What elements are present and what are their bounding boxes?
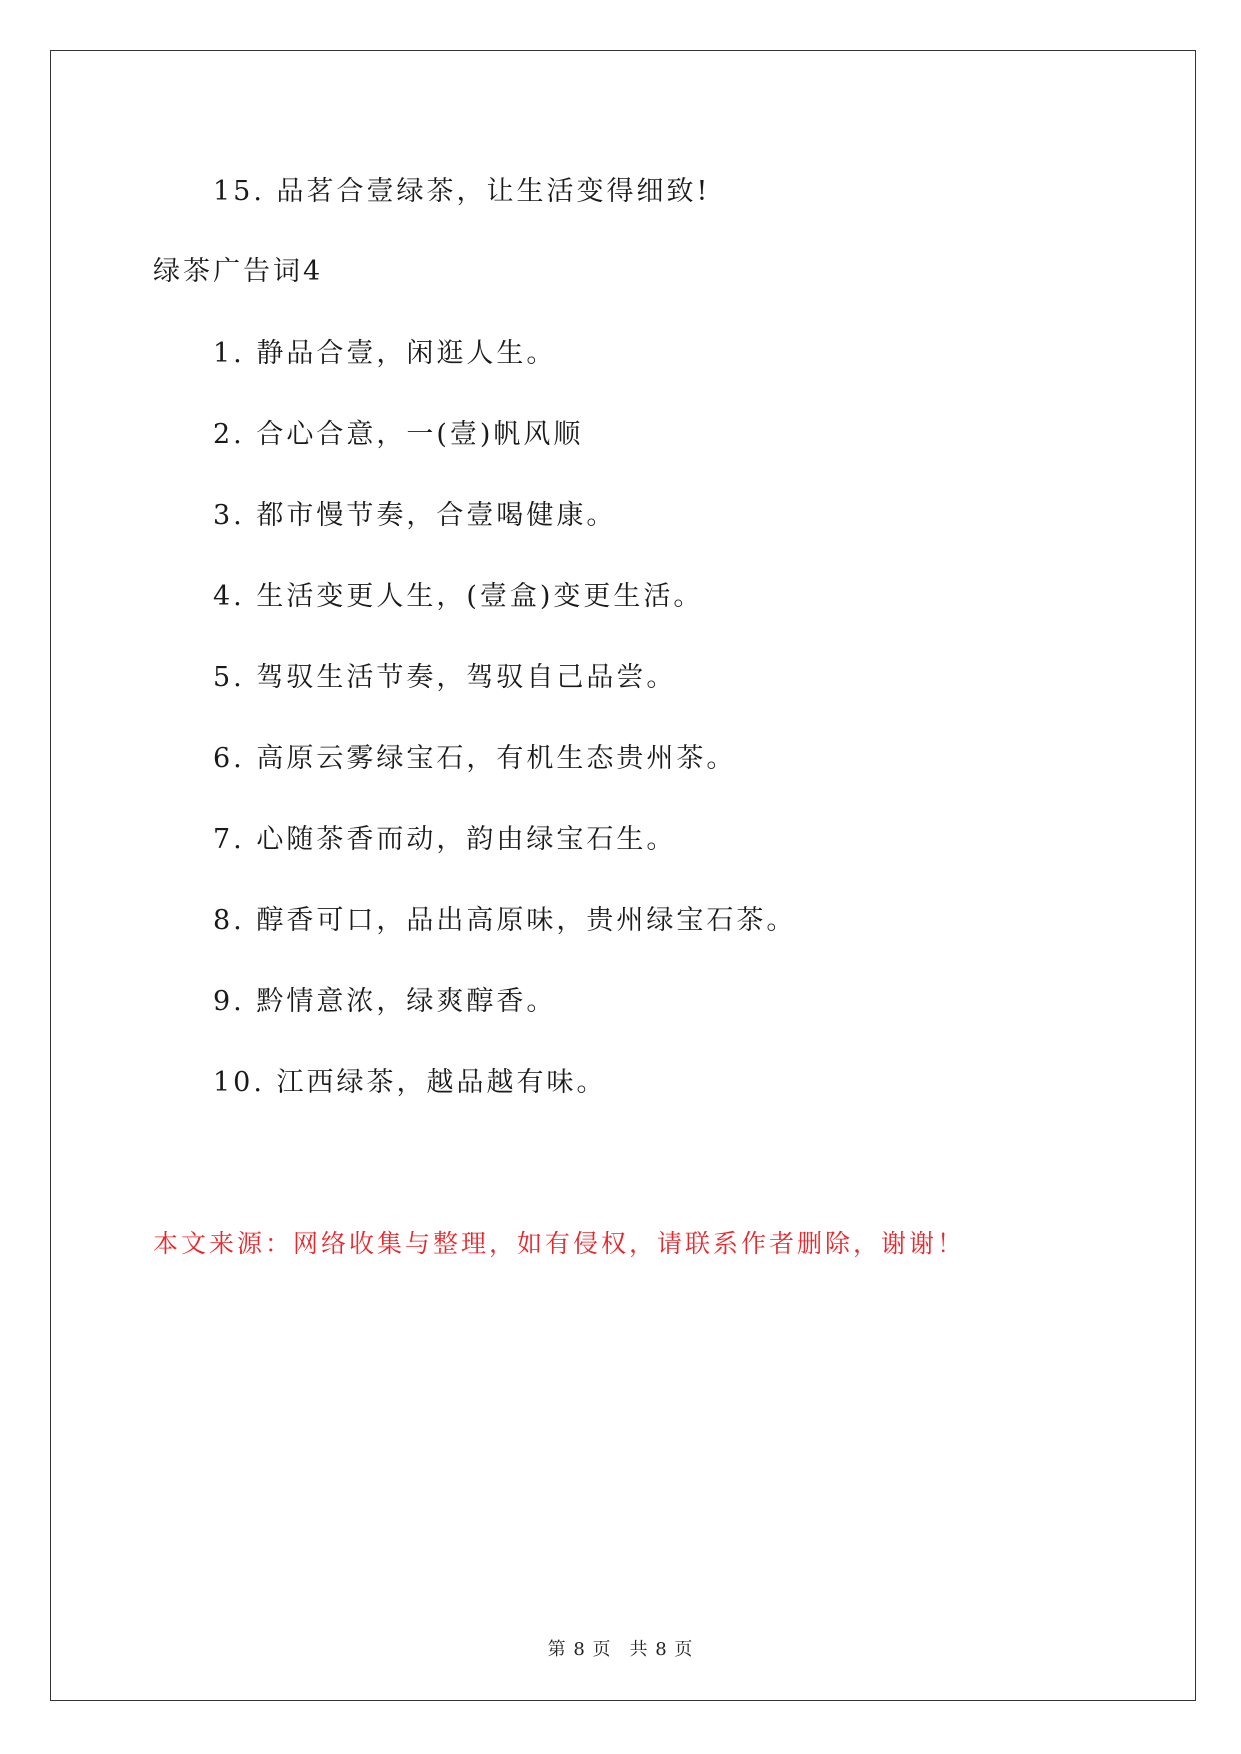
page-footer <box>0 1635 1241 1661</box>
list-item: 6. 高原云雾绿宝石，有机生态贵州茶。 <box>213 743 737 774</box>
list-item: 10. 江西绿茶，越品越有味。 <box>213 1067 607 1098</box>
section-heading: 绿茶广告词4 <box>153 256 324 287</box>
list-item: 1. 静品合壹，闲逛人生。 <box>213 338 557 369</box>
list-item: 9. 黔情意浓，绿爽醇香。 <box>213 986 557 1017</box>
list-item: 4. 生活变更人生，(壹盒)变更生活。 <box>213 581 704 612</box>
list-item: 2. 合心合意，一(壹)帆风顺 <box>213 419 584 450</box>
list-item: 3. 都市慢节奏，合壹喝健康。 <box>213 500 617 531</box>
current-page-label: 第 8 页 <box>547 1639 612 1660</box>
list-item-15: 15. 品茗合壹绿茶，让生活变得细致! <box>213 176 711 207</box>
list-item: 8. 醇香可口，品出高原味，贵州绿宝石茶。 <box>213 905 797 936</box>
list-item: 7. 心随茶香而动，韵由绿宝石生。 <box>213 824 677 855</box>
total-pages-label: 共 8 页 <box>629 1639 694 1660</box>
list-item: 5. 驾驭生活节奏，驾驭自己品尝。 <box>213 662 677 693</box>
page-border <box>50 50 1196 1701</box>
source-disclaimer: 本文来源：网络收集与整理，如有侵权，请联系作者删除，谢谢！ <box>153 1229 966 1258</box>
